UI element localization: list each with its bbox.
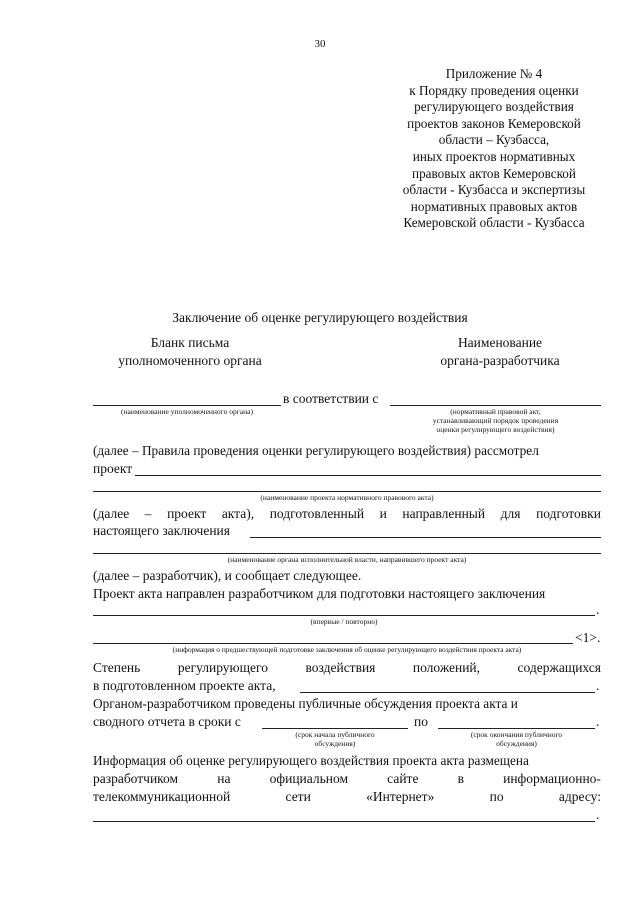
- end-date-field[interactable]: [438, 728, 595, 729]
- developer-text: (далее – разработчик), и сообщает следующее.: [93, 568, 362, 583]
- appendix-line: области – Кузбасса,: [438, 132, 550, 148]
- word: акта),: [221, 506, 255, 521]
- appendix-line: правовых актов Кемеровской: [412, 165, 576, 181]
- caption-first: (впервые / повторно): [310, 617, 378, 626]
- caption-end-line: обсуждения): [496, 739, 537, 748]
- prior-info-field[interactable]: [93, 643, 573, 644]
- word: сайте: [387, 771, 419, 786]
- word: воздействия: [305, 660, 376, 675]
- project-label: проект: [93, 461, 133, 476]
- footnote-ref: <1>.: [575, 630, 601, 645]
- appendix-line: к Порядку проведения оценки: [409, 82, 579, 98]
- prepared-project-text: в подготовленном проекте акта,: [93, 678, 276, 693]
- caption-npa-line: устанавливающий порядок проведения: [432, 416, 559, 425]
- npa-field[interactable]: [390, 405, 601, 406]
- period: .: [596, 602, 600, 617]
- caption-npa-line: оценки регулирующего воздействия): [436, 425, 555, 434]
- info-text: Информация об оценке регулирующего воздействия проекта акта размещена: [93, 753, 529, 768]
- period: .: [596, 807, 600, 822]
- degree-field[interactable]: [300, 692, 595, 693]
- word: Степень: [93, 660, 141, 675]
- address-line: [93, 788, 601, 806]
- caption-executive: (наименование органа исполнительной власти, направившего проект акта): [227, 555, 467, 564]
- caption-end-line: (срок окончания публичного: [470, 730, 563, 739]
- document-title: Заключение об оценке регулирующего воздействия: [172, 310, 468, 325]
- word: на: [217, 771, 231, 786]
- appendix-line: иных проектов нормативных: [412, 148, 576, 164]
- word: в: [457, 771, 464, 786]
- appendix-line: Приложение № 4: [445, 66, 543, 81]
- word: –: [144, 506, 152, 521]
- rules-text: (далее – Правила проведения оценки регулирующего воздействия) рассмотрел: [93, 443, 539, 458]
- word: подготовленный: [269, 506, 365, 521]
- caption-npa-line: (нормативный правовой акт,: [450, 407, 541, 416]
- caption-end: [438, 730, 595, 748]
- letterhead-line: уполномоченного органа: [118, 353, 262, 368]
- caption-project-name: (наименование проекта нормативного правового акта): [260, 493, 434, 502]
- word: телекоммуникационной: [93, 789, 231, 804]
- caption-prior-info: (информация о предшествующей подготовке заключения об оценке регулирующего воздействия проекта акта): [172, 645, 522, 654]
- this-conclusion-text: настоящего заключения: [93, 523, 230, 538]
- word: по: [489, 789, 504, 804]
- public-discussion-text: Органом-разработчиком проведены публичные обсуждения проекта акта и: [93, 696, 518, 711]
- developer-line: органа-разработчика: [440, 353, 560, 368]
- caption-start: [262, 730, 408, 748]
- word: сети: [285, 789, 311, 804]
- appendix-line: области - Кузбасса и экспертизы: [402, 182, 586, 198]
- summary-report-text: сводного отчета в сроки с: [93, 714, 241, 729]
- developer-line: Наименование: [457, 335, 543, 350]
- word: адресу:: [558, 789, 601, 804]
- word: регулирующего: [177, 660, 268, 675]
- caption-npa: [390, 407, 601, 434]
- letterhead-label: [95, 334, 285, 370]
- word: (далее: [93, 506, 130, 521]
- caption-start-line: (срок начала публичного: [295, 730, 375, 739]
- word: «Интернет»: [366, 789, 435, 804]
- word: проект: [167, 506, 207, 521]
- period: .: [596, 714, 600, 729]
- word: для: [500, 506, 521, 521]
- word: и: [379, 506, 387, 521]
- word: подготовки: [536, 506, 601, 521]
- letterhead-line: Бланк письма: [150, 335, 230, 350]
- first-repeat-field[interactable]: [93, 615, 595, 616]
- word: содержащихся: [517, 660, 601, 675]
- address-field[interactable]: [93, 821, 595, 822]
- appendix-line: проектов законов Кемеровской: [407, 115, 581, 131]
- in-accordance-text: в соответствии с: [283, 391, 379, 406]
- appendix-line: регулирующего воздействия: [414, 99, 574, 115]
- word: официальном: [269, 771, 349, 786]
- conclusion-field[interactable]: [250, 537, 601, 538]
- project-name-field[interactable]: [93, 491, 601, 492]
- page-number: 30: [314, 38, 326, 50]
- start-date-field[interactable]: [262, 728, 408, 729]
- appendix-line: нормативных правовых актов: [410, 198, 578, 214]
- site-line: [93, 770, 601, 788]
- caption-start-line: обсуждения): [314, 739, 356, 748]
- project-act-line: [93, 505, 601, 523]
- executive-body-field[interactable]: [93, 553, 601, 554]
- authority-field[interactable]: [93, 405, 281, 406]
- sent-text: Проект акта направлен разработчиком для подготовки настоящего заключения: [93, 586, 546, 601]
- word: разработчиком: [93, 771, 179, 786]
- appendix-header: [378, 66, 610, 232]
- period: .: [596, 678, 600, 693]
- appendix-line: Кемеровской области - Кузбасса: [403, 215, 585, 231]
- word: направленный: [402, 506, 486, 521]
- degree-line: [93, 659, 601, 677]
- caption-authority: (наименование уполномоченного органа): [121, 407, 253, 416]
- word: информационно-: [503, 771, 601, 786]
- project-field[interactable]: [135, 475, 601, 476]
- developer-label: [405, 334, 595, 370]
- by-word: по: [414, 714, 428, 729]
- word: положений,: [412, 660, 481, 675]
